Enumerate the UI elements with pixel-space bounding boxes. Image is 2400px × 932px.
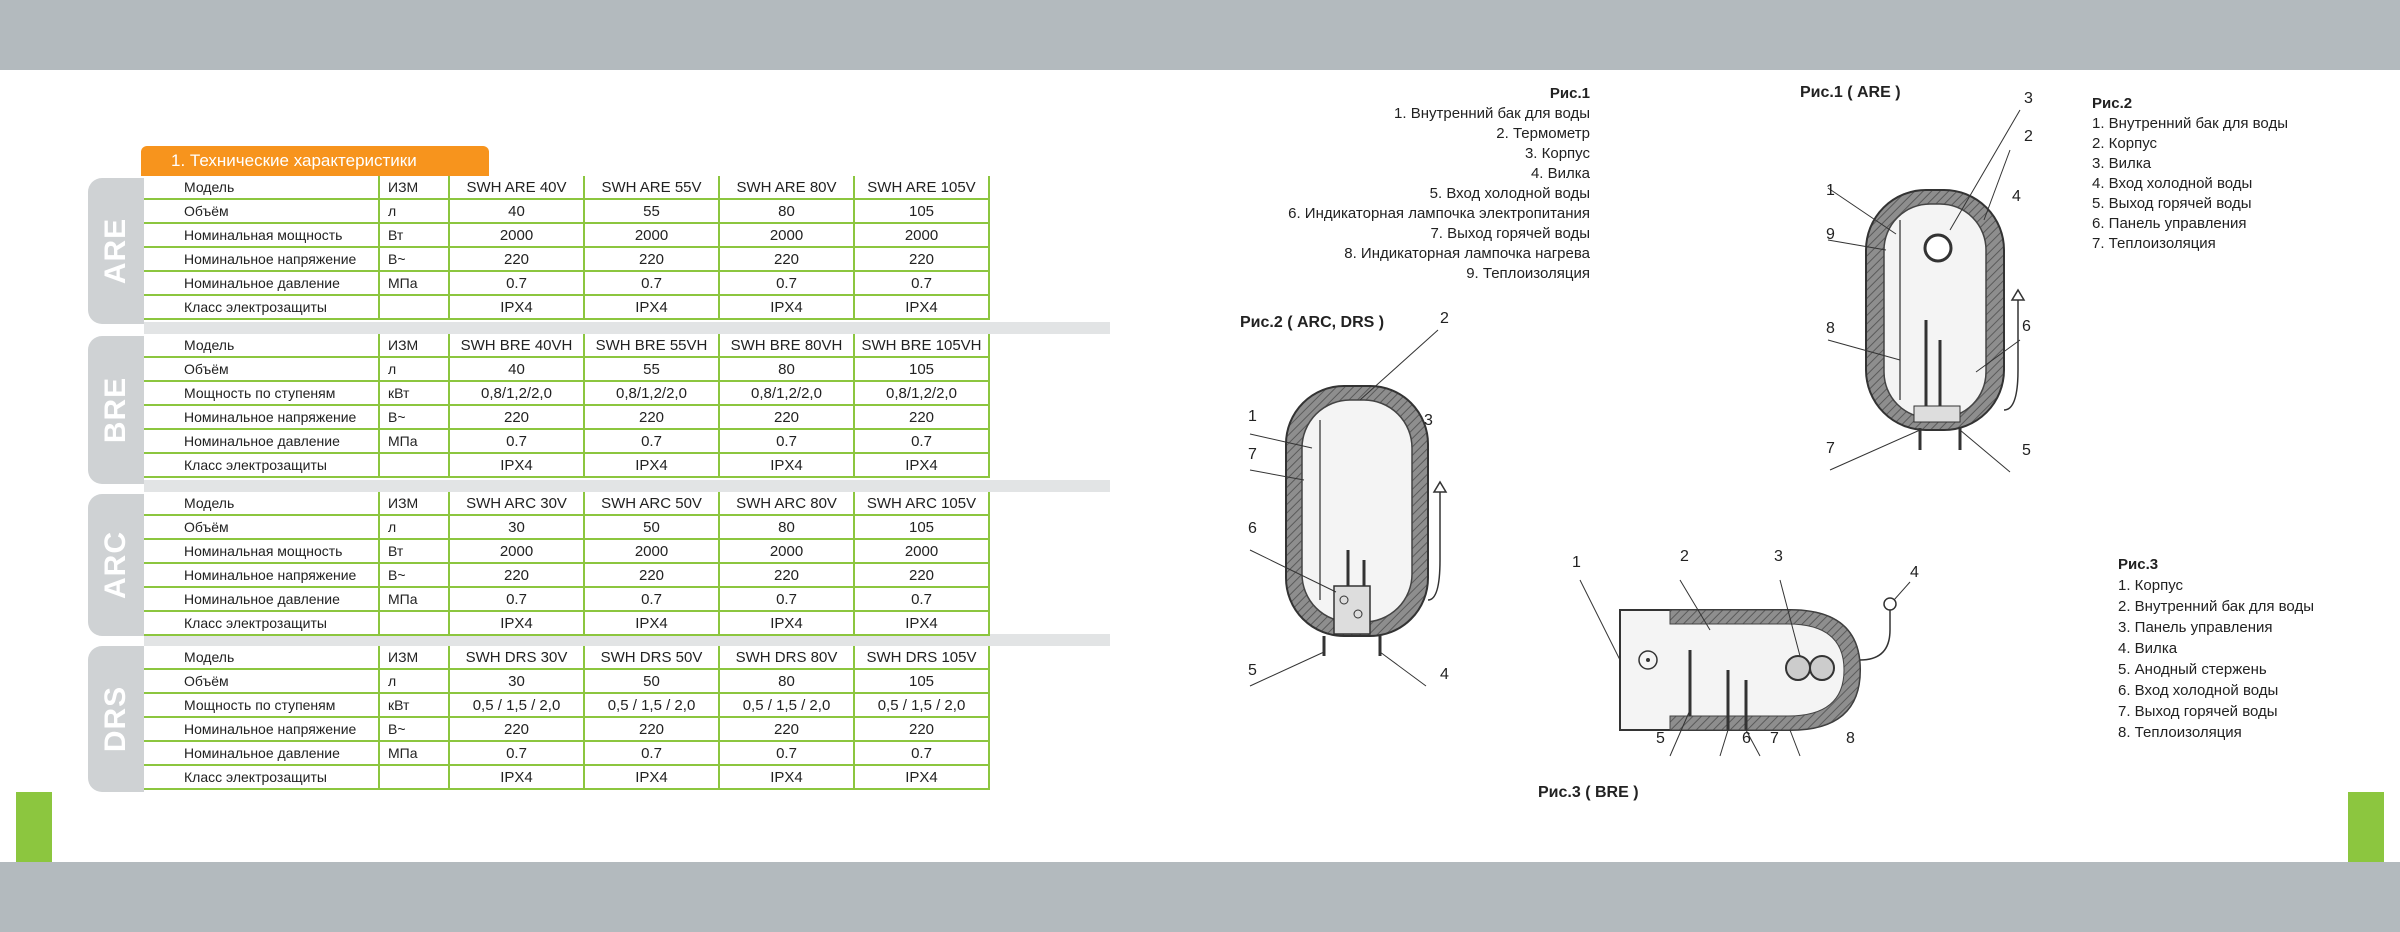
spec-value: 2000 bbox=[719, 539, 854, 563]
spec-value: 2000 bbox=[584, 223, 719, 247]
fig1-callout: 2 bbox=[2024, 128, 2033, 145]
group-label-are: ARE bbox=[88, 178, 144, 324]
legend-item: 5. Выход горячей воды bbox=[2092, 195, 2252, 212]
legend-item: 4. Вилка bbox=[2118, 640, 2178, 657]
spec-value: 0.7 bbox=[854, 587, 989, 611]
fig1-callout: 6 bbox=[2022, 318, 2031, 335]
fig3-callout: 6 bbox=[1742, 730, 1751, 747]
legend-item: 2. Термометр bbox=[1496, 125, 1590, 142]
legend-item: 3. Корпус bbox=[1524, 145, 1590, 162]
fig2-callout: 5 bbox=[1248, 662, 1257, 679]
fig1-callout: 9 bbox=[1826, 226, 1835, 243]
fig3-callout: 2 bbox=[1680, 548, 1689, 565]
legend-fig2 bbox=[2092, 94, 2362, 254]
spec-row bbox=[144, 295, 989, 319]
right-page-marker bbox=[2348, 792, 2384, 862]
spec-value: 0.7 bbox=[719, 587, 854, 611]
spec-value: 0,5 / 1,5 / 2,0 bbox=[449, 693, 584, 717]
spec-value: IPX4 bbox=[719, 453, 854, 477]
spec-value: SWH BRE 40VH bbox=[449, 334, 584, 357]
spec-row bbox=[144, 271, 989, 295]
spec-value: 220 bbox=[854, 563, 989, 587]
spec-value: 2000 bbox=[584, 539, 719, 563]
legend-item: 9. Теплоизоляция bbox=[1466, 265, 1590, 282]
spec-value: 2000 bbox=[854, 223, 989, 247]
fig2-callout: 7 bbox=[1248, 446, 1257, 463]
spec-value: 0.7 bbox=[719, 741, 854, 765]
spec-unit: МПа bbox=[379, 271, 449, 295]
spec-value: 0.7 bbox=[854, 271, 989, 295]
spec-value: SWH BRE 105VH bbox=[854, 334, 989, 357]
spec-value: 105 bbox=[854, 515, 989, 539]
spec-value: SWH BRE 55VH bbox=[584, 334, 719, 357]
legend-item: 1. Внутренний бак для воды bbox=[2092, 115, 2288, 132]
spec-param: Объём bbox=[144, 515, 379, 539]
spec-value: 105 bbox=[854, 669, 989, 693]
fig2-callout: 4 bbox=[1440, 666, 1449, 683]
spec-unit: Вт bbox=[379, 223, 449, 247]
spec-row bbox=[144, 563, 989, 587]
fig3-callout: 1 bbox=[1572, 554, 1581, 571]
spec-value: 0.7 bbox=[584, 429, 719, 453]
spec-row bbox=[144, 515, 989, 539]
spec-row bbox=[144, 453, 989, 477]
spec-value: 30 bbox=[449, 515, 584, 539]
spec-value: 220 bbox=[449, 563, 584, 587]
spec-row bbox=[144, 381, 989, 405]
spec-param: Класс электрозащиты bbox=[144, 453, 379, 477]
spec-value: 0.7 bbox=[719, 429, 854, 453]
spec-unit: ИЗМ bbox=[379, 176, 449, 199]
spec-value: 220 bbox=[854, 405, 989, 429]
spec-row bbox=[144, 765, 989, 789]
group-label-arc: ARC bbox=[88, 494, 144, 636]
spec-unit: В~ bbox=[379, 405, 449, 429]
section-title: 1. Технические характеристики bbox=[141, 146, 489, 176]
spec-value: 220 bbox=[584, 247, 719, 271]
fig2-diagram bbox=[1240, 330, 1480, 710]
spec-value: SWH DRS 30V bbox=[449, 646, 584, 669]
spec-row bbox=[144, 611, 989, 635]
spec-value: 55 bbox=[584, 357, 719, 381]
spec-value: SWH ARC 30V bbox=[449, 492, 584, 515]
spec-unit: кВт bbox=[379, 693, 449, 717]
spec-param: Объём bbox=[144, 669, 379, 693]
spec-param: Класс электрозащиты bbox=[144, 765, 379, 789]
spec-value: SWH ARC 50V bbox=[584, 492, 719, 515]
spec-unit: ИЗМ bbox=[379, 334, 449, 357]
spec-value: IPX4 bbox=[449, 765, 584, 789]
group-separator bbox=[144, 480, 1110, 492]
fig2-callout: 6 bbox=[1248, 520, 1257, 537]
spec-value: 0.7 bbox=[584, 271, 719, 295]
spec-table-body bbox=[144, 492, 989, 635]
spec-value: 105 bbox=[854, 357, 989, 381]
legend-item: 7. Теплоизоляция bbox=[2092, 235, 2216, 252]
spec-value: IPX4 bbox=[449, 453, 584, 477]
spec-value: IPX4 bbox=[854, 765, 989, 789]
spec-value: 220 bbox=[584, 717, 719, 741]
spec-param: Модель bbox=[144, 176, 379, 199]
spec-value: 0.7 bbox=[854, 741, 989, 765]
fig3-callout: 4 bbox=[1910, 564, 1919, 581]
spec-value: 0.7 bbox=[449, 587, 584, 611]
legend-item: 8. Индикаторная лампочка нагрева bbox=[1344, 245, 1590, 262]
legend-fig3 bbox=[2118, 554, 2388, 743]
spec-value: 0.7 bbox=[449, 429, 584, 453]
spec-param: Модель bbox=[144, 646, 379, 669]
spec-unit: ИЗМ bbox=[379, 492, 449, 515]
spec-value: IPX4 bbox=[584, 611, 719, 635]
spec-value: 0,8/1,2/2,0 bbox=[584, 381, 719, 405]
spec-value: IPX4 bbox=[854, 295, 989, 319]
spec-value: 0,5 / 1,5 / 2,0 bbox=[854, 693, 989, 717]
spec-value: 220 bbox=[719, 717, 854, 741]
spec-row bbox=[144, 539, 989, 563]
fig2-caption: Рис.2 ( ARC, DRS ) bbox=[1240, 314, 1385, 331]
spec-unit: В~ bbox=[379, 563, 449, 587]
spec-param: Объём bbox=[144, 199, 379, 223]
spec-row bbox=[144, 492, 989, 515]
fig1-callout: 4 bbox=[2012, 188, 2021, 205]
fig3-callout: 3 bbox=[1774, 548, 1783, 565]
fig1-callout: 3 bbox=[2024, 90, 2033, 107]
spec-value: 2000 bbox=[449, 223, 584, 247]
spec-unit: л bbox=[379, 357, 449, 381]
spec-param: Номинальное напряжение bbox=[144, 405, 379, 429]
spec-param: Номинальное напряжение bbox=[144, 247, 379, 271]
spec-value: 50 bbox=[584, 515, 719, 539]
spec-param: Номинальная мощность bbox=[144, 539, 379, 563]
spec-value: 0.7 bbox=[854, 429, 989, 453]
spec-row bbox=[144, 176, 989, 199]
spec-row bbox=[144, 741, 989, 765]
spec-value: SWH ARC 105V bbox=[854, 492, 989, 515]
legend-title: Рис.1 bbox=[1549, 85, 1590, 102]
spec-row bbox=[144, 669, 989, 693]
spec-row bbox=[144, 199, 989, 223]
spec-value: 0.7 bbox=[449, 741, 584, 765]
spec-value: IPX4 bbox=[719, 295, 854, 319]
legend-fig1 bbox=[1200, 84, 1590, 284]
spec-unit: МПа bbox=[379, 587, 449, 611]
legend-item: 8. Теплоизоляция bbox=[2118, 724, 2242, 741]
spec-value: 80 bbox=[719, 669, 854, 693]
spec-value: 220 bbox=[854, 247, 989, 271]
spec-param: Номинальное давление bbox=[144, 429, 379, 453]
spec-param: Мощность по ступеням bbox=[144, 693, 379, 717]
spec-value: 2000 bbox=[854, 539, 989, 563]
legend-item: 3. Вилка bbox=[2092, 155, 2152, 172]
spec-value: IPX4 bbox=[584, 295, 719, 319]
spec-value: 30 bbox=[449, 669, 584, 693]
spec-value: 220 bbox=[719, 563, 854, 587]
spec-unit: л bbox=[379, 199, 449, 223]
spec-unit bbox=[379, 611, 449, 635]
spec-row bbox=[144, 429, 989, 453]
spec-param: Модель bbox=[144, 492, 379, 515]
legend-title: Рис.3 bbox=[2118, 556, 2159, 573]
spec-value: 0,5 / 1,5 / 2,0 bbox=[584, 693, 719, 717]
fig3-callout: 5 bbox=[1656, 730, 1665, 747]
spec-value: 40 bbox=[449, 199, 584, 223]
spec-value: IPX4 bbox=[449, 611, 584, 635]
spec-value: 0.7 bbox=[584, 587, 719, 611]
spec-value: SWH ARE 40V bbox=[449, 176, 584, 199]
spec-value: 0,5 / 1,5 / 2,0 bbox=[719, 693, 854, 717]
group-label-bre: BRE bbox=[88, 336, 144, 484]
spec-unit bbox=[379, 295, 449, 319]
spec-value: 80 bbox=[719, 357, 854, 381]
legend-item: 1. Внутренний бак для воды bbox=[1394, 105, 1590, 122]
spec-value: SWH ARE 105V bbox=[854, 176, 989, 199]
spec-row bbox=[144, 357, 989, 381]
spec-value: SWH DRS 50V bbox=[584, 646, 719, 669]
spec-table-are bbox=[144, 176, 990, 320]
spec-value: 80 bbox=[719, 515, 854, 539]
spec-table-body bbox=[144, 646, 989, 789]
spec-value: SWH ARC 80V bbox=[719, 492, 854, 515]
spec-row bbox=[144, 646, 989, 669]
spec-value: SWH DRS 80V bbox=[719, 646, 854, 669]
spec-value: 0,8/1,2/2,0 bbox=[719, 381, 854, 405]
spec-row bbox=[144, 334, 989, 357]
spec-value: 50 bbox=[584, 669, 719, 693]
spec-param: Класс электрозащиты bbox=[144, 295, 379, 319]
legend-item: 2. Внутренний бак для воды bbox=[2118, 598, 2314, 615]
fig1-callout: 1 bbox=[1826, 182, 1835, 199]
fig1-caption: Рис.1 ( ARE ) bbox=[1800, 84, 1901, 101]
spec-table-body bbox=[144, 334, 989, 477]
spec-value: IPX4 bbox=[854, 453, 989, 477]
spec-value: 105 bbox=[854, 199, 989, 223]
fig2-callout: 3 bbox=[1424, 412, 1433, 429]
spec-param: Номинальная мощность bbox=[144, 223, 379, 247]
spec-unit: л bbox=[379, 669, 449, 693]
legend-item: 7. Выход горячей воды bbox=[1430, 225, 1590, 242]
spec-param: Номинальное давление bbox=[144, 271, 379, 295]
spec-param: Мощность по ступеням bbox=[144, 381, 379, 405]
spec-row bbox=[144, 247, 989, 271]
legend-item: 4. Вход холодной воды bbox=[2092, 175, 2253, 192]
spec-value: IPX4 bbox=[584, 765, 719, 789]
legend-title: Рис.2 bbox=[2092, 95, 2133, 112]
spec-value: 220 bbox=[449, 717, 584, 741]
spec-param: Модель bbox=[144, 334, 379, 357]
spec-unit: л bbox=[379, 515, 449, 539]
spec-param: Номинальное давление bbox=[144, 741, 379, 765]
spec-value: 0,8/1,2/2,0 bbox=[449, 381, 584, 405]
spec-value: 220 bbox=[719, 247, 854, 271]
spec-value: SWH ARE 55V bbox=[584, 176, 719, 199]
spec-value: 0.7 bbox=[584, 741, 719, 765]
spec-table-body bbox=[144, 176, 989, 319]
spec-value: 2000 bbox=[449, 539, 584, 563]
spec-table-bre bbox=[144, 334, 990, 478]
spec-value: 0,8/1,2/2,0 bbox=[854, 381, 989, 405]
legend-item: 6. Индикаторная лампочка электропитания bbox=[1288, 205, 1590, 222]
legend-item: 3. Панель управления bbox=[2118, 619, 2273, 636]
spec-unit: В~ bbox=[379, 247, 449, 271]
legend-item: 1. Корпус bbox=[2118, 577, 2184, 594]
legend-item: 2. Корпус bbox=[2092, 135, 2158, 152]
legend-item: 6. Панель управления bbox=[2092, 215, 2247, 232]
spec-param: Объём bbox=[144, 357, 379, 381]
spec-unit bbox=[379, 453, 449, 477]
fig1-diagram bbox=[1800, 110, 2060, 490]
spec-row bbox=[144, 717, 989, 741]
spec-row bbox=[144, 405, 989, 429]
spec-param: Номинальное напряжение bbox=[144, 717, 379, 741]
spec-value: 0.7 bbox=[719, 271, 854, 295]
fig1-callout: 8 bbox=[1826, 320, 1835, 337]
fig1-callout: 7 bbox=[1826, 440, 1835, 457]
spec-value: 80 bbox=[719, 199, 854, 223]
spec-unit: Вт bbox=[379, 539, 449, 563]
spec-value: IPX4 bbox=[719, 765, 854, 789]
spec-value: IPX4 bbox=[854, 611, 989, 635]
spec-table-arc bbox=[144, 492, 990, 636]
spec-value: 220 bbox=[584, 563, 719, 587]
spec-value: SWH ARE 80V bbox=[719, 176, 854, 199]
fig3-diagram bbox=[1560, 560, 1980, 790]
spec-value: 220 bbox=[449, 405, 584, 429]
spec-value: 220 bbox=[854, 717, 989, 741]
fig3-callout: 8 bbox=[1846, 730, 1855, 747]
left-page-marker bbox=[16, 792, 52, 862]
spec-value: 220 bbox=[584, 405, 719, 429]
group-label-drs: DRS bbox=[88, 646, 144, 792]
spec-unit bbox=[379, 765, 449, 789]
spec-value: IPX4 bbox=[449, 295, 584, 319]
spec-value: IPX4 bbox=[719, 611, 854, 635]
spec-param: Номинальное давление bbox=[144, 587, 379, 611]
group-separator bbox=[144, 322, 1110, 334]
spec-value: SWH BRE 80VH bbox=[719, 334, 854, 357]
legend-item: 4. Вилка bbox=[1530, 165, 1590, 182]
spec-value: 0.7 bbox=[449, 271, 584, 295]
legend-item: 5. Вход холодной воды bbox=[1429, 185, 1590, 202]
legend-item: 5. Анодный стержень bbox=[2118, 661, 2267, 678]
spec-unit: МПа bbox=[379, 741, 449, 765]
spec-unit: кВт bbox=[379, 381, 449, 405]
spec-unit: ИЗМ bbox=[379, 646, 449, 669]
fig2-callout: 2 bbox=[1440, 310, 1449, 327]
spec-row bbox=[144, 587, 989, 611]
fig3-caption: Рис.3 ( BRE ) bbox=[1538, 784, 1639, 801]
spec-value: 220 bbox=[449, 247, 584, 271]
fig1-callout: 5 bbox=[2022, 442, 2031, 459]
spec-param: Номинальное напряжение bbox=[144, 563, 379, 587]
spec-value: IPX4 bbox=[584, 453, 719, 477]
bottom-frame-band bbox=[0, 862, 2400, 932]
fig3-callout: 7 bbox=[1770, 730, 1779, 747]
spec-row bbox=[144, 693, 989, 717]
spec-table-drs bbox=[144, 646, 990, 790]
spec-value: 2000 bbox=[719, 223, 854, 247]
legend-item: 6. Вход холодной воды bbox=[2118, 682, 2279, 699]
spec-param: Класс электрозащиты bbox=[144, 611, 379, 635]
spec-unit: В~ bbox=[379, 717, 449, 741]
spec-row bbox=[144, 223, 989, 247]
spec-value: SWH DRS 105V bbox=[854, 646, 989, 669]
legend-item: 7. Выход горячей воды bbox=[2118, 703, 2278, 720]
top-frame-band bbox=[0, 0, 2400, 70]
spec-value: 220 bbox=[719, 405, 854, 429]
spec-value: 55 bbox=[584, 199, 719, 223]
spec-value: 40 bbox=[449, 357, 584, 381]
spec-unit: МПа bbox=[379, 429, 449, 453]
fig2-callout: 1 bbox=[1248, 408, 1257, 425]
